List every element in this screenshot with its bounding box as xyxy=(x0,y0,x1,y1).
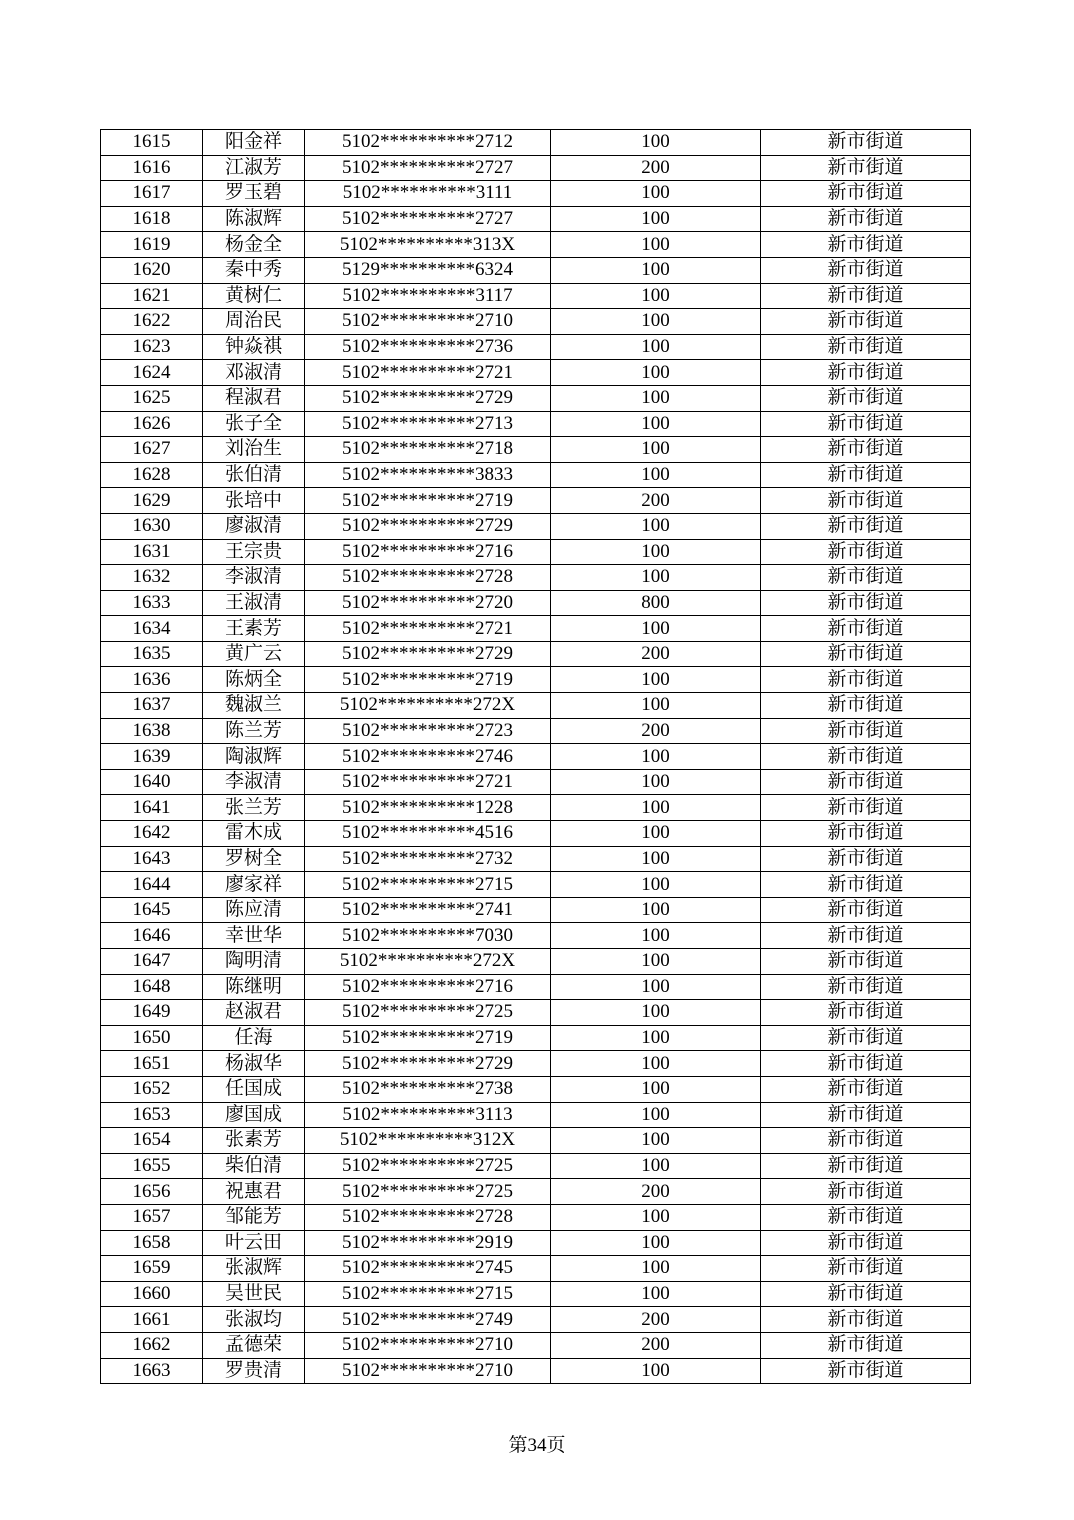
amount-cell: 800 xyxy=(551,590,761,616)
page-number: 第34页 xyxy=(508,1435,566,1456)
amount-cell: 100 xyxy=(551,795,761,821)
table-row xyxy=(101,872,971,898)
subdistrict-cell: 新市街道 xyxy=(761,1128,971,1154)
amount-cell: 100 xyxy=(551,1051,761,1077)
amount-cell: 100 xyxy=(551,923,761,949)
amount-cell: 100 xyxy=(551,667,761,693)
serial-number-cell: 1624 xyxy=(101,360,203,386)
serial-number-cell: 1662 xyxy=(101,1332,203,1358)
table-row xyxy=(101,821,971,847)
subdistrict-cell: 新市街道 xyxy=(761,1153,971,1179)
subdistrict-cell: 新市街道 xyxy=(761,411,971,437)
serial-number-cell: 1616 xyxy=(101,155,203,181)
name-cell: 孟德荣 xyxy=(203,1332,305,1358)
serial-number-cell: 1621 xyxy=(101,283,203,309)
id-number-cell: 5102**********2745 xyxy=(305,1256,551,1282)
id-number-cell: 5102**********2721 xyxy=(305,616,551,642)
subdistrict-cell: 新市街道 xyxy=(761,1307,971,1333)
name-cell: 王宗贵 xyxy=(203,539,305,565)
id-number-cell: 5102**********1228 xyxy=(305,795,551,821)
name-cell: 魏淑兰 xyxy=(203,693,305,719)
serial-number-cell: 1645 xyxy=(101,897,203,923)
serial-number-cell: 1660 xyxy=(101,1281,203,1307)
table-row xyxy=(101,539,971,565)
serial-number-cell: 1653 xyxy=(101,1102,203,1128)
table-row xyxy=(101,334,971,360)
serial-number-cell: 1629 xyxy=(101,488,203,514)
table-row xyxy=(101,155,971,181)
id-number-cell: 5102**********2716 xyxy=(305,539,551,565)
serial-number-cell: 1636 xyxy=(101,667,203,693)
subdistrict-cell: 新市街道 xyxy=(761,181,971,207)
subdistrict-cell: 新市街道 xyxy=(761,718,971,744)
subdistrict-cell: 新市街道 xyxy=(761,949,971,975)
serial-number-cell: 1628 xyxy=(101,462,203,488)
subdistrict-cell: 新市街道 xyxy=(761,923,971,949)
id-number-cell: 5102**********2712 xyxy=(305,130,551,156)
amount-cell: 200 xyxy=(551,641,761,667)
amount-cell: 100 xyxy=(551,872,761,898)
table-row xyxy=(101,949,971,975)
serial-number-cell: 1637 xyxy=(101,693,203,719)
serial-number-cell: 1625 xyxy=(101,385,203,411)
table-row xyxy=(101,641,971,667)
table-row xyxy=(101,1179,971,1205)
amount-cell: 200 xyxy=(551,155,761,181)
table-row xyxy=(101,437,971,463)
serial-number-cell: 1619 xyxy=(101,232,203,258)
subdistrict-cell: 新市街道 xyxy=(761,130,971,156)
subdistrict-cell: 新市街道 xyxy=(761,821,971,847)
serial-number-cell: 1633 xyxy=(101,590,203,616)
amount-cell: 100 xyxy=(551,385,761,411)
id-number-cell: 5102**********2723 xyxy=(305,718,551,744)
name-cell: 杨淑华 xyxy=(203,1051,305,1077)
subdistrict-cell: 新市街道 xyxy=(761,693,971,719)
name-cell: 王淑清 xyxy=(203,590,305,616)
amount-cell: 100 xyxy=(551,1358,761,1384)
table-row xyxy=(101,1076,971,1102)
serial-number-cell: 1634 xyxy=(101,616,203,642)
table-row xyxy=(101,1204,971,1230)
id-number-cell: 5102**********2732 xyxy=(305,846,551,872)
serial-number-cell: 1657 xyxy=(101,1204,203,1230)
subdistrict-cell: 新市街道 xyxy=(761,283,971,309)
amount-cell: 100 xyxy=(551,1204,761,1230)
subdistrict-cell: 新市街道 xyxy=(761,334,971,360)
serial-number-cell: 1659 xyxy=(101,1256,203,1282)
table-row xyxy=(101,1307,971,1333)
subdistrict-cell: 新市街道 xyxy=(761,1051,971,1077)
serial-number-cell: 1631 xyxy=(101,539,203,565)
subdistrict-cell: 新市街道 xyxy=(761,1230,971,1256)
table-row xyxy=(101,1102,971,1128)
name-cell: 陈兰芳 xyxy=(203,718,305,744)
serial-number-cell: 1627 xyxy=(101,437,203,463)
name-cell: 赵淑君 xyxy=(203,1000,305,1026)
amount-cell: 100 xyxy=(551,232,761,258)
subdistrict-cell: 新市街道 xyxy=(761,616,971,642)
amount-cell: 100 xyxy=(551,1128,761,1154)
serial-number-cell: 1658 xyxy=(101,1230,203,1256)
id-number-cell: 5102**********2715 xyxy=(305,872,551,898)
subdistrict-cell: 新市街道 xyxy=(761,590,971,616)
name-cell: 雷木成 xyxy=(203,821,305,847)
name-cell: 廖淑清 xyxy=(203,513,305,539)
table-row xyxy=(101,667,971,693)
amount-cell: 100 xyxy=(551,1102,761,1128)
table-row xyxy=(101,257,971,283)
subdistrict-cell: 新市街道 xyxy=(761,155,971,181)
name-cell: 张淑均 xyxy=(203,1307,305,1333)
name-cell: 刘治生 xyxy=(203,437,305,463)
id-number-cell: 5102**********2721 xyxy=(305,769,551,795)
name-cell: 张兰芳 xyxy=(203,795,305,821)
subdistrict-cell: 新市街道 xyxy=(761,1256,971,1282)
name-cell: 陈淑辉 xyxy=(203,206,305,232)
serial-number-cell: 1617 xyxy=(101,181,203,207)
name-cell: 王素芳 xyxy=(203,616,305,642)
table-row xyxy=(101,1281,971,1307)
name-cell: 陈应清 xyxy=(203,897,305,923)
amount-cell: 100 xyxy=(551,565,761,591)
subdistrict-cell: 新市街道 xyxy=(761,206,971,232)
subdistrict-cell: 新市街道 xyxy=(761,641,971,667)
subdistrict-cell: 新市街道 xyxy=(761,437,971,463)
name-cell: 程淑君 xyxy=(203,385,305,411)
name-cell: 黄广云 xyxy=(203,641,305,667)
amount-cell: 100 xyxy=(551,846,761,872)
amount-cell: 200 xyxy=(551,488,761,514)
name-cell: 任国成 xyxy=(203,1076,305,1102)
id-number-cell: 5102**********2716 xyxy=(305,974,551,1000)
id-number-cell: 5102**********2710 xyxy=(305,1358,551,1384)
id-number-cell: 5102**********313X xyxy=(305,232,551,258)
amount-cell: 100 xyxy=(551,821,761,847)
name-cell: 李淑清 xyxy=(203,565,305,591)
id-number-cell: 5102**********312X xyxy=(305,1128,551,1154)
id-number-cell: 5102**********2718 xyxy=(305,437,551,463)
id-number-cell: 5102**********7030 xyxy=(305,923,551,949)
table-row xyxy=(101,565,971,591)
serial-number-cell: 1648 xyxy=(101,974,203,1000)
id-number-cell: 5102**********2720 xyxy=(305,590,551,616)
amount-cell: 100 xyxy=(551,539,761,565)
serial-number-cell: 1635 xyxy=(101,641,203,667)
serial-number-cell: 1646 xyxy=(101,923,203,949)
id-number-cell: 5102**********2729 xyxy=(305,1051,551,1077)
id-number-cell: 5102**********272X xyxy=(305,949,551,975)
name-cell: 廖家祥 xyxy=(203,872,305,898)
subdistrict-cell: 新市街道 xyxy=(761,795,971,821)
table-row xyxy=(101,616,971,642)
amount-cell: 100 xyxy=(551,334,761,360)
serial-number-cell: 1647 xyxy=(101,949,203,975)
subdistrict-cell: 新市街道 xyxy=(761,769,971,795)
id-number-cell: 5102**********3113 xyxy=(305,1102,551,1128)
amount-cell: 200 xyxy=(551,1307,761,1333)
serial-number-cell: 1652 xyxy=(101,1076,203,1102)
table-row xyxy=(101,411,971,437)
subdistrict-cell: 新市街道 xyxy=(761,1076,971,1102)
name-cell: 张素芳 xyxy=(203,1128,305,1154)
subdistrict-cell: 新市街道 xyxy=(761,539,971,565)
table-row xyxy=(101,181,971,207)
table-row xyxy=(101,1051,971,1077)
subdistrict-cell: 新市街道 xyxy=(761,462,971,488)
amount-cell: 100 xyxy=(551,744,761,770)
amount-cell: 100 xyxy=(551,949,761,975)
table-row xyxy=(101,130,971,156)
subdistrict-cell: 新市街道 xyxy=(761,1179,971,1205)
name-cell: 陈继明 xyxy=(203,974,305,1000)
subdistrict-cell: 新市街道 xyxy=(761,1358,971,1384)
table-row xyxy=(101,744,971,770)
name-cell: 叶云田 xyxy=(203,1230,305,1256)
subdistrict-cell: 新市街道 xyxy=(761,513,971,539)
amount-cell: 100 xyxy=(551,309,761,335)
table-row xyxy=(101,1153,971,1179)
serial-number-cell: 1639 xyxy=(101,744,203,770)
subdistrict-cell: 新市街道 xyxy=(761,1025,971,1051)
serial-number-cell: 1632 xyxy=(101,565,203,591)
table-row xyxy=(101,795,971,821)
subdistrict-cell: 新市街道 xyxy=(761,1000,971,1026)
subdistrict-cell: 新市街道 xyxy=(761,1204,971,1230)
amount-cell: 100 xyxy=(551,1076,761,1102)
amount-cell: 100 xyxy=(551,769,761,795)
amount-cell: 100 xyxy=(551,206,761,232)
subdistrict-cell: 新市街道 xyxy=(761,565,971,591)
serial-number-cell: 1654 xyxy=(101,1128,203,1154)
id-number-cell: 5102**********2738 xyxy=(305,1076,551,1102)
id-number-cell: 5102**********2721 xyxy=(305,360,551,386)
name-cell: 罗树全 xyxy=(203,846,305,872)
table-row xyxy=(101,1230,971,1256)
id-number-cell: 5102**********2727 xyxy=(305,155,551,181)
id-number-cell: 5102**********2749 xyxy=(305,1307,551,1333)
serial-number-cell: 1656 xyxy=(101,1179,203,1205)
name-cell: 阳金祥 xyxy=(203,130,305,156)
amount-cell: 100 xyxy=(551,974,761,1000)
id-number-cell: 5102**********2728 xyxy=(305,565,551,591)
amount-cell: 100 xyxy=(551,616,761,642)
subdistrict-cell: 新市街道 xyxy=(761,974,971,1000)
serial-number-cell: 1642 xyxy=(101,821,203,847)
serial-number-cell: 1649 xyxy=(101,1000,203,1026)
amount-cell: 100 xyxy=(551,1153,761,1179)
subdistrict-cell: 新市街道 xyxy=(761,1102,971,1128)
name-cell: 黄树仁 xyxy=(203,283,305,309)
table-row xyxy=(101,385,971,411)
records-table-body xyxy=(101,130,971,1384)
name-cell: 邹能芳 xyxy=(203,1204,305,1230)
name-cell: 秦中秀 xyxy=(203,257,305,283)
id-number-cell: 5129**********6324 xyxy=(305,257,551,283)
id-number-cell: 5102**********2719 xyxy=(305,1025,551,1051)
id-number-cell: 5102**********2713 xyxy=(305,411,551,437)
id-number-cell: 5102**********2727 xyxy=(305,206,551,232)
subdistrict-cell: 新市街道 xyxy=(761,488,971,514)
name-cell: 李淑清 xyxy=(203,769,305,795)
name-cell: 廖国成 xyxy=(203,1102,305,1128)
serial-number-cell: 1615 xyxy=(101,130,203,156)
serial-number-cell: 1620 xyxy=(101,257,203,283)
serial-number-cell: 1644 xyxy=(101,872,203,898)
name-cell: 张培中 xyxy=(203,488,305,514)
name-cell: 钟焱祺 xyxy=(203,334,305,360)
table-row xyxy=(101,462,971,488)
name-cell: 邓淑清 xyxy=(203,360,305,386)
table-row xyxy=(101,590,971,616)
table-row xyxy=(101,769,971,795)
amount-cell: 100 xyxy=(551,1025,761,1051)
serial-number-cell: 1650 xyxy=(101,1025,203,1051)
table-row xyxy=(101,513,971,539)
serial-number-cell: 1643 xyxy=(101,846,203,872)
serial-number-cell: 1663 xyxy=(101,1358,203,1384)
id-number-cell: 5102**********2741 xyxy=(305,897,551,923)
table-row xyxy=(101,1256,971,1282)
name-cell: 江淑芳 xyxy=(203,155,305,181)
name-cell: 祝惠君 xyxy=(203,1179,305,1205)
amount-cell: 100 xyxy=(551,1256,761,1282)
table-row xyxy=(101,897,971,923)
amount-cell: 100 xyxy=(551,360,761,386)
table-row xyxy=(101,693,971,719)
subdistrict-cell: 新市街道 xyxy=(761,309,971,335)
id-number-cell: 5102**********2729 xyxy=(305,641,551,667)
name-cell: 幸世华 xyxy=(203,923,305,949)
amount-cell: 100 xyxy=(551,411,761,437)
id-number-cell: 5102**********4516 xyxy=(305,821,551,847)
amount-cell: 100 xyxy=(551,283,761,309)
serial-number-cell: 1622 xyxy=(101,309,203,335)
amount-cell: 100 xyxy=(551,437,761,463)
name-cell: 吴世民 xyxy=(203,1281,305,1307)
subdistrict-cell: 新市街道 xyxy=(761,846,971,872)
id-number-cell: 5102**********2729 xyxy=(305,385,551,411)
amount-cell: 100 xyxy=(551,897,761,923)
amount-cell: 100 xyxy=(551,1230,761,1256)
serial-number-cell: 1651 xyxy=(101,1051,203,1077)
subdistrict-cell: 新市街道 xyxy=(761,385,971,411)
amount-cell: 100 xyxy=(551,693,761,719)
subdistrict-cell: 新市街道 xyxy=(761,257,971,283)
id-number-cell: 5102**********3111 xyxy=(305,181,551,207)
name-cell: 柴伯清 xyxy=(203,1153,305,1179)
amount-cell: 100 xyxy=(551,1000,761,1026)
serial-number-cell: 1655 xyxy=(101,1153,203,1179)
table-row xyxy=(101,1128,971,1154)
serial-number-cell: 1623 xyxy=(101,334,203,360)
amount-cell: 100 xyxy=(551,257,761,283)
name-cell: 陈炳全 xyxy=(203,667,305,693)
subdistrict-cell: 新市街道 xyxy=(761,667,971,693)
id-number-cell: 5102**********2719 xyxy=(305,667,551,693)
name-cell: 陶明清 xyxy=(203,949,305,975)
table-row xyxy=(101,232,971,258)
amount-cell: 100 xyxy=(551,1281,761,1307)
serial-number-cell: 1641 xyxy=(101,795,203,821)
id-number-cell: 5102**********2715 xyxy=(305,1281,551,1307)
serial-number-cell: 1661 xyxy=(101,1307,203,1333)
serial-number-cell: 1640 xyxy=(101,769,203,795)
name-cell: 周治民 xyxy=(203,309,305,335)
amount-cell: 100 xyxy=(551,130,761,156)
id-number-cell: 5102**********2746 xyxy=(305,744,551,770)
subdistrict-cell: 新市街道 xyxy=(761,232,971,258)
table-row xyxy=(101,923,971,949)
subdistrict-cell: 新市街道 xyxy=(761,744,971,770)
table-row xyxy=(101,718,971,744)
subdistrict-cell: 新市街道 xyxy=(761,897,971,923)
id-number-cell: 5102**********2729 xyxy=(305,513,551,539)
serial-number-cell: 1618 xyxy=(101,206,203,232)
serial-number-cell: 1630 xyxy=(101,513,203,539)
id-number-cell: 5102**********2919 xyxy=(305,1230,551,1256)
id-number-cell: 5102**********2736 xyxy=(305,334,551,360)
serial-number-cell: 1638 xyxy=(101,718,203,744)
table-row xyxy=(101,846,971,872)
amount-cell: 200 xyxy=(551,1179,761,1205)
id-number-cell: 5102**********2710 xyxy=(305,309,551,335)
id-number-cell: 5102**********2719 xyxy=(305,488,551,514)
id-number-cell: 5102**********3833 xyxy=(305,462,551,488)
amount-cell: 100 xyxy=(551,181,761,207)
table-row xyxy=(101,488,971,514)
name-cell: 陶淑辉 xyxy=(203,744,305,770)
id-number-cell: 5102**********2728 xyxy=(305,1204,551,1230)
subdistrict-cell: 新市街道 xyxy=(761,360,971,386)
name-cell: 张伯清 xyxy=(203,462,305,488)
table-row xyxy=(101,309,971,335)
name-cell: 张淑辉 xyxy=(203,1256,305,1282)
subdistrict-cell: 新市街道 xyxy=(761,1281,971,1307)
name-cell: 罗贵清 xyxy=(203,1358,305,1384)
table-row xyxy=(101,1358,971,1384)
table-row xyxy=(101,1332,971,1358)
table-row xyxy=(101,974,971,1000)
id-number-cell: 5102**********272X xyxy=(305,693,551,719)
serial-number-cell: 1626 xyxy=(101,411,203,437)
table-row xyxy=(101,360,971,386)
amount-cell: 200 xyxy=(551,718,761,744)
records-table xyxy=(100,129,971,1384)
amount-cell: 100 xyxy=(551,513,761,539)
id-number-cell: 5102**********2725 xyxy=(305,1000,551,1026)
amount-cell: 100 xyxy=(551,462,761,488)
name-cell: 张子全 xyxy=(203,411,305,437)
id-number-cell: 5102**********2710 xyxy=(305,1332,551,1358)
subdistrict-cell: 新市街道 xyxy=(761,1332,971,1358)
table-row xyxy=(101,206,971,232)
id-number-cell: 5102**********3117 xyxy=(305,283,551,309)
table-row xyxy=(101,283,971,309)
id-number-cell: 5102**********2725 xyxy=(305,1179,551,1205)
id-number-cell: 5102**********2725 xyxy=(305,1153,551,1179)
table-row xyxy=(101,1000,971,1026)
amount-cell: 200 xyxy=(551,1332,761,1358)
table-row xyxy=(101,1025,971,1051)
subdistrict-cell: 新市街道 xyxy=(761,872,971,898)
name-cell: 杨金全 xyxy=(203,232,305,258)
name-cell: 罗玉碧 xyxy=(203,181,305,207)
name-cell: 任海 xyxy=(203,1025,305,1051)
